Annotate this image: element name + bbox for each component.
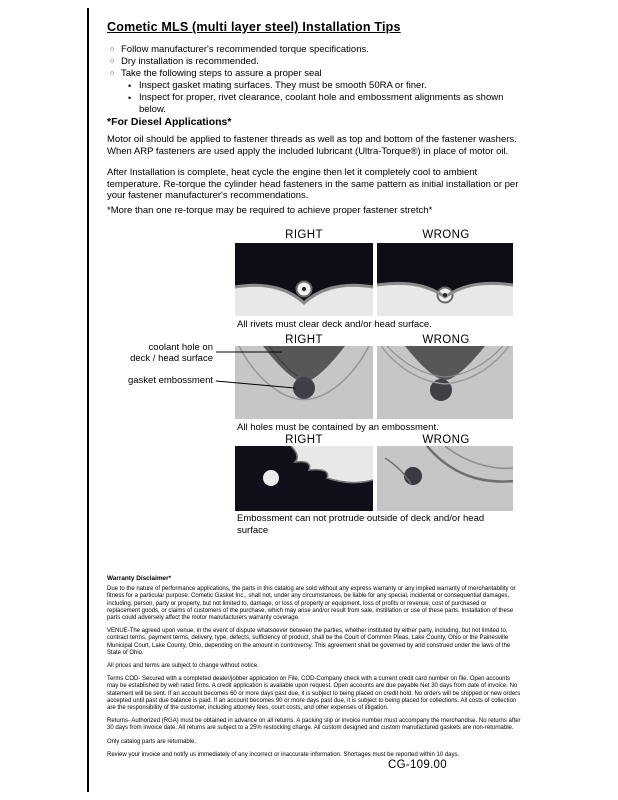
- warranty-heading: Warranty Disclaimer*: [107, 575, 172, 582]
- list-item-text: Take the following steps to assure a proper seal: [121, 68, 322, 79]
- figure-rivet-wrong-image: [377, 243, 513, 316]
- list-item-text: Inspect gasket mating surfaces. They must be smooth 50RA or finer.: [139, 80, 427, 91]
- open-bullet-icon: ○: [110, 70, 115, 77]
- left-border-rule: [87, 8, 89, 792]
- row2-right-label: RIGHT: [285, 334, 323, 346]
- diesel-paragraph-1: Motor oil should be applied to fastener threads as well as top and bottom of the fastener washers. When ARP fasteners are used apply the included lubricant (Ultra-Torque®) in place of motor oil.: [107, 134, 517, 157]
- filled-bullet-icon: •: [128, 81, 132, 91]
- document-code: CG-109.00: [388, 759, 447, 771]
- filled-bullet-icon: •: [128, 93, 132, 103]
- tips-list: [110, 44, 530, 116]
- row1-right-label: RIGHT: [285, 229, 323, 241]
- list-item: [110, 68, 530, 80]
- figure-rivet-right-image: [235, 243, 373, 316]
- row1-caption: All rivets must clear deck and/or head surface.: [237, 319, 432, 330]
- callout-gasket-embossment: gasket embossment: [127, 375, 213, 386]
- open-bullet-icon: ○: [110, 58, 115, 65]
- protrusion-wrong-drawing: [377, 446, 513, 511]
- list-item-text: Inspect for proper, rivet clearance, coolant hole and embossment alignments as shown below.: [139, 92, 504, 115]
- list-item: [110, 44, 530, 56]
- warranty-paragraph: Only catalog parts are returnable.: [107, 738, 197, 745]
- protrusion-right-drawing: [235, 446, 373, 511]
- callout-coolant-hole-line2: deck / head surface: [130, 353, 213, 364]
- row3-caption: Embossment can not protrude outside of deck and/or head surface: [237, 513, 485, 536]
- warranty-paragraph: All prices and terms are subject to change without notice.: [107, 663, 259, 670]
- list-item: [110, 56, 530, 68]
- figure-protrusion-wrong-image: [377, 446, 513, 511]
- warranty-paragraph: Review your invoice and notify us immediately of any incorrect or inaccurate information. Shortages must be reported within 10 days.: [107, 751, 460, 758]
- row1-wrong-label: WRONG: [422, 229, 470, 241]
- figure-embossment-right-image: [235, 346, 373, 419]
- figure-embossment-wrong-image: [377, 346, 513, 419]
- warranty-paragraph: VENUE-The agreed upon venue, in the event of dispute whatsoever between the parties, whether instituted by either party, including, but not limited to, contract terms, payment terms, delivery, type, defects, sufficiency of product, shall be the Court of Common Pleas, Lake County, Ohio or the Painesville Municipal Court, Lake County, Ohio, depending on the amount in controversy. This agreement shall be governed by and construed under the laws of the State of Ohio.: [107, 628, 511, 656]
- warranty-paragraph: Due to the nature of performance applications, the parts in this catalog are sold without any express warranty or any implied warranty of merchantability or fitness for a particular purpose. Cometic Gasket Inc., shall not, under any circumstances, be liable for any special, incidental or consequential damages, including, person, party or property, but not limited to, damage, or loss of property or equipment, loss of profits or revenue, cost of purchased or replacement goods, or claims of customers of the purchase, which may arise and/or result from sale, instillation or use of these parts. Installation of these parts could adversely affect the motor manufacturers warranty coverage.: [107, 586, 516, 622]
- warranty-paragraph: Terms COD- Secured with a completed dealer/jobber application on File, COD-Company check with a current credit card number on file. Open accounts may be established by well rated firms. A credit application is available upon request. Open accounts are due payable Net 30 days from date of invoice. No statement will be sent. If an account becomes 60 or more days past due, it is subject to being placed on credit hold. No orders will be shipped or new orders accepted until past due balance is paid. If an account becomes 90 or more days past due, it is subject to being placed for collections. All costs of collection are the responsibility of the customer, including attorney fees, court costs, and other expenses of litigation.: [107, 676, 521, 712]
- retorque-note: *More than one re-torque may be required to achieve proper fastener stretch*: [107, 205, 433, 216]
- callout-coolant-hole: [118, 342, 213, 364]
- list-item: [128, 92, 530, 116]
- rivet-wrong-drawing: [377, 243, 513, 316]
- diesel-applications-heading: *For Diesel Applications*: [107, 116, 232, 128]
- callout-coolant-hole-line1: coolant hole on: [148, 342, 213, 353]
- warranty-disclaimer: [107, 575, 521, 765]
- open-bullet-icon: ○: [110, 46, 115, 53]
- row3-wrong-label: WRONG: [422, 434, 470, 446]
- list-item-text: Follow manufacturer's recommended torque specifications.: [121, 44, 369, 55]
- diesel-paragraph-2: After Installation is complete, heat cycle the engine then let it completely cool to ambient temperature. Re-torque the cylinder head fasteners in the same pattern as initial installation or per your fastener manufacturer's recommendations.: [107, 167, 519, 201]
- page-title: Cometic MLS (multi layer steel) Installation Tips: [107, 20, 401, 34]
- row2-wrong-label: WRONG: [422, 334, 470, 346]
- row3-right-label: RIGHT: [285, 434, 323, 446]
- figure-protrusion-right-image: [235, 446, 373, 511]
- embossment-right-drawing: [235, 346, 373, 419]
- rivet-right-drawing: [235, 243, 373, 316]
- list-item: [128, 80, 530, 92]
- list-item-text: Dry installation is recommended.: [121, 56, 259, 67]
- warranty-paragraph: Returns- Authorized (RGA) must be obtained in advance on all returns. A packing slip or invoice number must accompany the merchandise. No returns after 30 days from invoice date. All returns are subject to a 25% restocking charge. All custom designed and custom manufactured gaskets are non-returnable.: [107, 718, 521, 732]
- row2-caption: All holes must be contained by an embossment.: [237, 422, 439, 433]
- embossment-wrong-drawing: [377, 346, 513, 419]
